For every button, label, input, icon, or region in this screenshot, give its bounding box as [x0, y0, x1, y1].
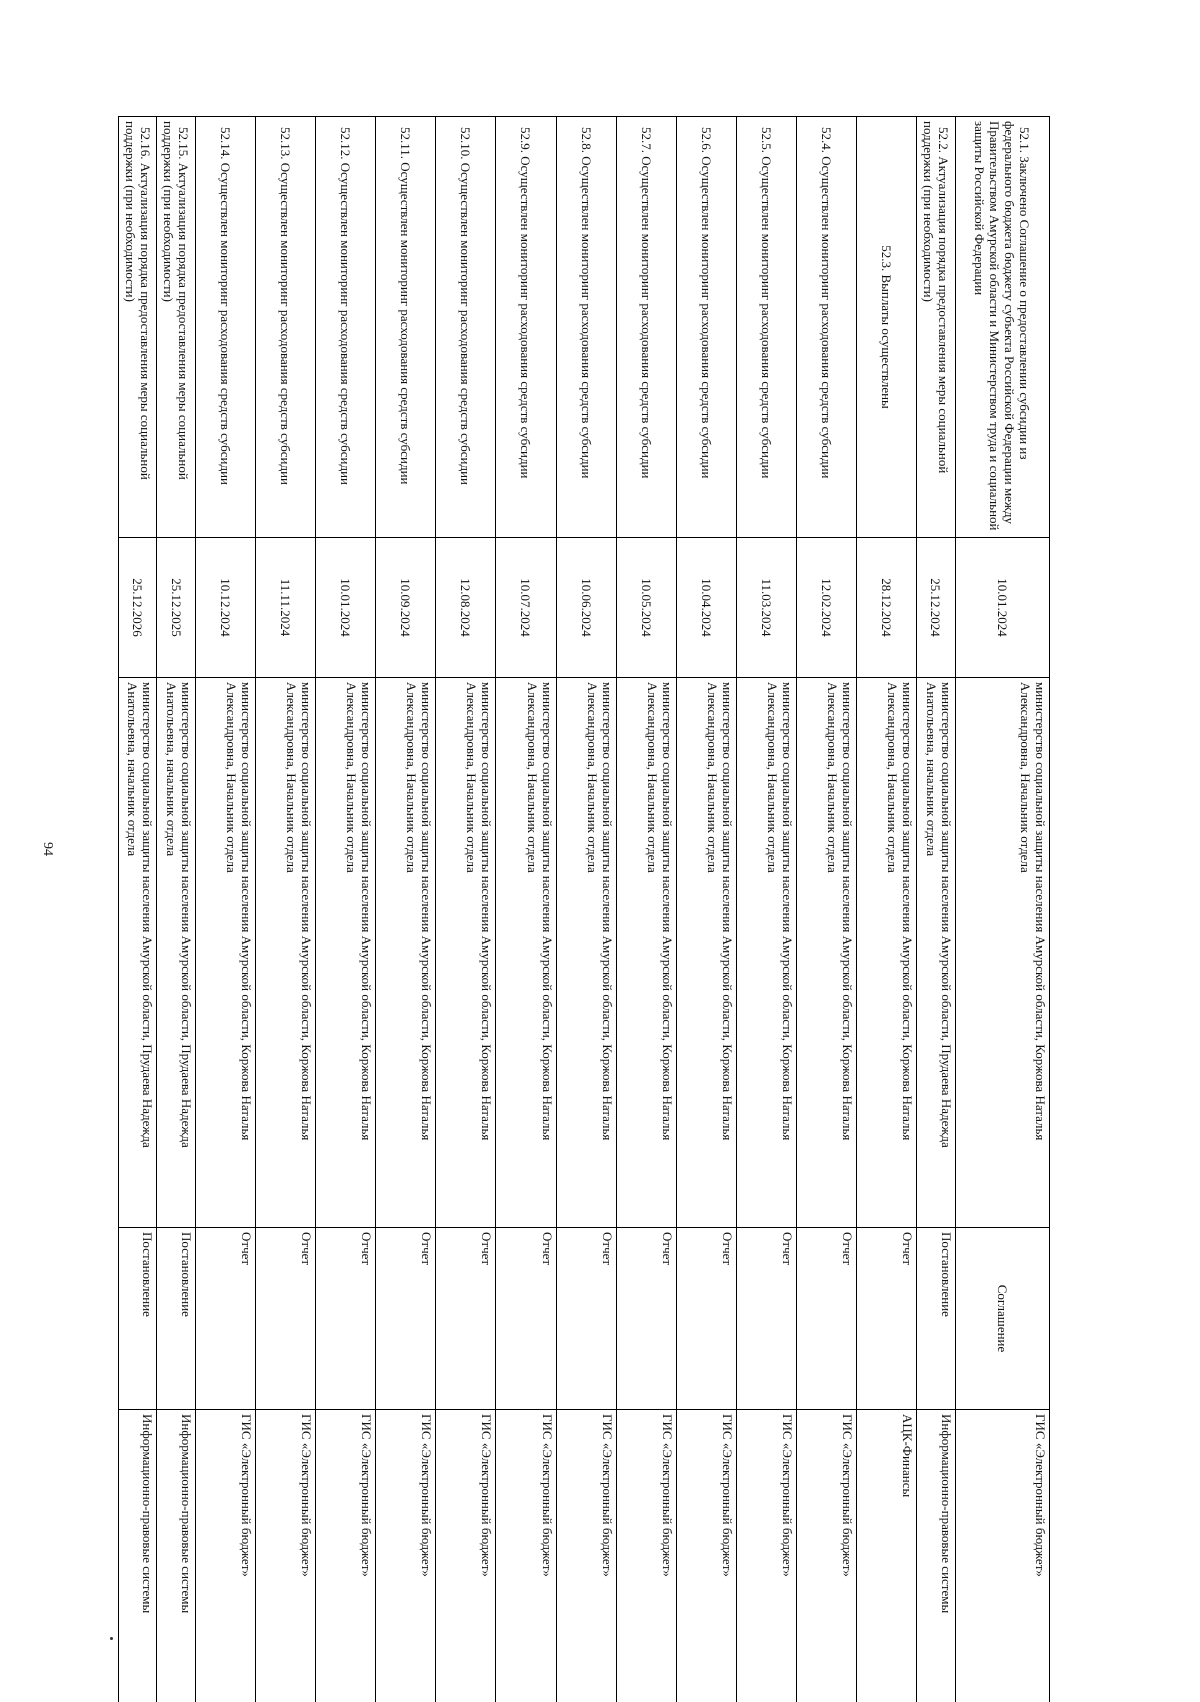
event-date: 25.12.2025 [157, 538, 195, 678]
table-row [917, 117, 955, 1702]
document-type: Отчет [676, 1228, 736, 1410]
event-date: 10.12.2024 [195, 538, 255, 678]
responsible-person: министерство социальной защиты населения Амурской области, Коржова Наталья Александровна, Начальник отдела [376, 678, 436, 1228]
document-type: Отчет [376, 1228, 436, 1410]
responsible-person: министерство социальной защиты населения Амурской области, Коржова Наталья Александровна, Начальник отдела [255, 678, 315, 1228]
event-name: 52.11. Осуществлен мониторинг расходования средств субсидии [376, 117, 436, 538]
responsible-person: министерство социальной защиты населения Амурской области, Коржова Наталья Александровна, Начальник отдела [316, 678, 376, 1228]
information-system: ГИС «Электронный бюджет» [255, 1410, 315, 1702]
information-system: ГИС «Электронный бюджет» [316, 1410, 376, 1702]
responsible-person: министерство социальной защиты населения Амурской области, Прудаева Надежда Анатольевна, начальник отдела [157, 678, 195, 1228]
rotated-table-content [118, 116, 1050, 1702]
table-row [496, 117, 556, 1702]
page-number: 94 [39, 842, 55, 856]
event-name: 52.8. Осуществлен мониторинг расходования средств субсидии [556, 117, 616, 538]
event-name: 52.12. Осуществлен мониторинг расходования средств субсидии [316, 117, 376, 538]
responsible-person: министерство социальной защиты населения Амурской области, Коржова Наталья Александровна, Начальник отдела [736, 678, 796, 1228]
information-system: ГИС «Электронный бюджет» [736, 1410, 796, 1702]
event-name: 52.10. Осуществлен мониторинг расходования средств субсидии [436, 117, 496, 538]
document-type: Отчет [616, 1228, 676, 1410]
event-name: 52.5. Осуществлен мониторинг расходования средств субсидии [736, 117, 796, 538]
responsible-person: министерство социальной защиты населения Амурской области, Коржова Наталья Александровна, Начальник отдела [496, 678, 556, 1228]
event-date: 10.01.2024 [316, 538, 376, 678]
table-row [316, 117, 376, 1702]
event-name: 52.3. Выплаты осуществлены [857, 117, 917, 538]
table-row [797, 117, 857, 1702]
information-system: ГИС «Электронный бюджет» [436, 1410, 496, 1702]
table-row [376, 117, 436, 1702]
document-type: Отчет [857, 1228, 917, 1410]
event-name: 52.14. Осуществлен мониторинг расходования средств субсидии [195, 117, 255, 538]
table-row [436, 117, 496, 1702]
information-system: ГИС «Электронный бюджет» [556, 1410, 616, 1702]
event-date: 10.06.2024 [556, 538, 616, 678]
table-row [195, 117, 255, 1702]
rotated-table-frame [118, 116, 1050, 1702]
responsible-person: министерство социальной защиты населения Амурской области, Прудаева Надежда Анатольевна, начальник отдела [917, 678, 955, 1228]
table-row [157, 117, 195, 1702]
information-system: АЦК-Финансы [857, 1410, 917, 1702]
document-type: Отчет [797, 1228, 857, 1410]
information-system: Информационно-правовые системы [157, 1410, 195, 1702]
responsible-person: министерство социальной защиты населения Амурской области, Коржова Наталья Александровна, Начальник отдела [676, 678, 736, 1228]
information-system: ГИС «Электронный бюджет» [955, 1410, 1049, 1702]
event-date: 10.09.2024 [376, 538, 436, 678]
event-name: 52.13. Осуществлен мониторинг расходования средств субсидии [255, 117, 315, 538]
event-date: 10.04.2024 [676, 538, 736, 678]
document-type: Постановление [119, 1228, 157, 1410]
responsible-person: министерство социальной защиты населения Амурской области, Коржова Наталья Александровна, Начальник отдела [436, 678, 496, 1228]
responsible-person: министерство социальной защиты населения Амурской области, Коржова Наталья Александровна, Начальник отдела [857, 678, 917, 1228]
event-name: 52.6. Осуществлен мониторинг расходования средств субсидии [676, 117, 736, 538]
document-type: Соглашение [955, 1228, 1049, 1410]
document-type: Отчет [316, 1228, 376, 1410]
information-system: ГИС «Электронный бюджет» [616, 1410, 676, 1702]
table-row [857, 117, 917, 1702]
responsible-person: министерство социальной защиты населения Амурской области, Прудаева Надежда Анатольевна, начальник отдела [119, 678, 157, 1228]
event-date: 10.07.2024 [496, 538, 556, 678]
information-system: ГИС «Электронный бюджет» [195, 1410, 255, 1702]
event-date: 28.12.2024 [857, 538, 917, 678]
event-date: 25.12.2024 [917, 538, 955, 678]
document-type: Отчет [496, 1228, 556, 1410]
event-name: 52.9. Осуществлен мониторинг расходования средств субсидии [496, 117, 556, 538]
responsible-person: министерство социальной защиты населения Амурской области, Коржова Наталья Александровна, Начальник отдела [195, 678, 255, 1228]
document-type: Постановление [917, 1228, 955, 1410]
table-row [955, 117, 1049, 1702]
event-date: 10.01.2024 [955, 538, 1049, 678]
responsible-person: министерство социальной защиты населения Амурской области, Коржова Наталья Александровна, Начальник отдела [616, 678, 676, 1228]
event-name: 52.4. Осуществлен мониторинг расходования средств субсидии [797, 117, 857, 538]
table-row [255, 117, 315, 1702]
responsible-person: министерство социальной защиты населения Амурской области, Коржова Наталья Александровна, Начальник отдела [797, 678, 857, 1228]
event-date: 11.11.2024 [255, 538, 315, 678]
event-date: 25.12.2026 [119, 538, 157, 678]
stray-mark [110, 1637, 113, 1640]
event-date: 12.08.2024 [436, 538, 496, 678]
information-system: ГИС «Электронный бюджет» [797, 1410, 857, 1702]
event-name: 52.1. Заключено Соглашение о предоставлении субсидии из федерального бюджета бюджету субъекта Российской Федерации между Правительством Амурской области и Министерством труда и социальной защиты Российской Федерации [955, 117, 1049, 538]
control-points-table [118, 116, 1050, 1702]
information-system: ГИС «Электронный бюджет» [496, 1410, 556, 1702]
document-type: Отчет [195, 1228, 255, 1410]
responsible-person: министерство социальной защиты населения Амурской области, Коржова Наталья Александровна, Начальник отдела [955, 678, 1049, 1228]
table-row [119, 117, 157, 1702]
document-type: Отчет [736, 1228, 796, 1410]
information-system: ГИС «Электронный бюджет» [376, 1410, 436, 1702]
event-date: 11.03.2024 [736, 538, 796, 678]
event-name: 52.15. Актуализация порядка предоставления меры социальной поддержки (при необходимости) [157, 117, 195, 538]
document-type: Отчет [556, 1228, 616, 1410]
table-row [736, 117, 796, 1702]
table-row [616, 117, 676, 1702]
event-name: 52.7. Осуществлен мониторинг расходования средств субсидии [616, 117, 676, 538]
information-system: Информационно-правовые системы [119, 1410, 157, 1702]
table-row [556, 117, 616, 1702]
table-row [676, 117, 736, 1702]
information-system: ГИС «Электронный бюджет» [676, 1410, 736, 1702]
event-date: 12.02.2024 [797, 538, 857, 678]
document-type: Постановление [157, 1228, 195, 1410]
responsible-person: министерство социальной защиты населения Амурской области, Коржова Наталья Александровна, Начальник отдела [556, 678, 616, 1228]
information-system: Информационно-правовые системы [917, 1410, 955, 1702]
document-type: Отчет [436, 1228, 496, 1410]
event-name: 52.2. Актуализация порядка предоставления меры социальной поддержки (при необходимости) [917, 117, 955, 538]
document-type: Отчет [255, 1228, 315, 1410]
event-name: 52.16. Актуализация порядка предоставления меры социальной поддержки (при необходимости) [119, 117, 157, 538]
event-date: 10.05.2024 [616, 538, 676, 678]
